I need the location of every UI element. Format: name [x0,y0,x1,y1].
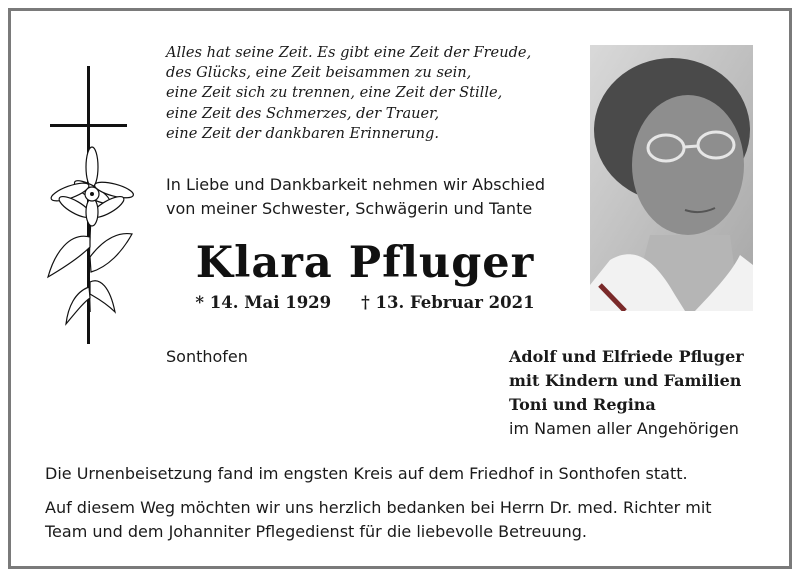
cross-with-edelweiss-icon [40,62,140,352]
birth-date: * 14. Mai 1929 [195,293,332,312]
farewell-line: In Liebe und Dankbarkeit nehmen wir Abschied [166,175,545,194]
family-line: mit Kindern und Familien [509,371,742,390]
burial-note: Die Urnenbeisetzung fand im engsten Kreis auf dem Friedhof in Sonthofen statt. [45,464,688,483]
place-of-residence: Sonthofen [166,347,248,366]
thanks-line: Team und dem Johanniter Pflegedienst für die liebevolle Betreuung. [45,522,587,541]
family-line: Toni und Regina [509,395,656,414]
poem-line: eine Zeit der dankbaren Erinnerung. [166,124,439,142]
poem-line: eine Zeit sich zu trennen, eine Zeit der Stille, [166,84,503,102]
farewell-text [166,173,566,221]
deceased-name: Klara Pfluger [195,238,535,288]
poem [166,43,566,144]
poem-line: des Glücks, eine Zeit beisammen zu sein, [166,64,472,82]
poem-line: Alles hat seine Zeit. Es gibt eine Zeit der Freude, [166,44,532,61]
portrait-photo [590,45,753,311]
thanks-note [45,496,765,544]
family-line: Adolf und Elfriede Pfluger [509,347,744,366]
mourning-family [509,345,744,441]
thanks-line: Auf diesem Weg möchten wir uns herzlich bedanken bei Herrn Dr. med. Richter mit [45,498,712,517]
farewell-line: von meiner Schwester, Schwägerin und Tante [166,199,533,218]
poem-line: eine Zeit des Schmerzes, der Trauer, [166,104,440,122]
death-date: † 13. Februar 2021 [361,293,535,312]
life-dates [165,291,565,315]
family-line-relatives: im Namen aller Angehörigen [509,419,739,438]
